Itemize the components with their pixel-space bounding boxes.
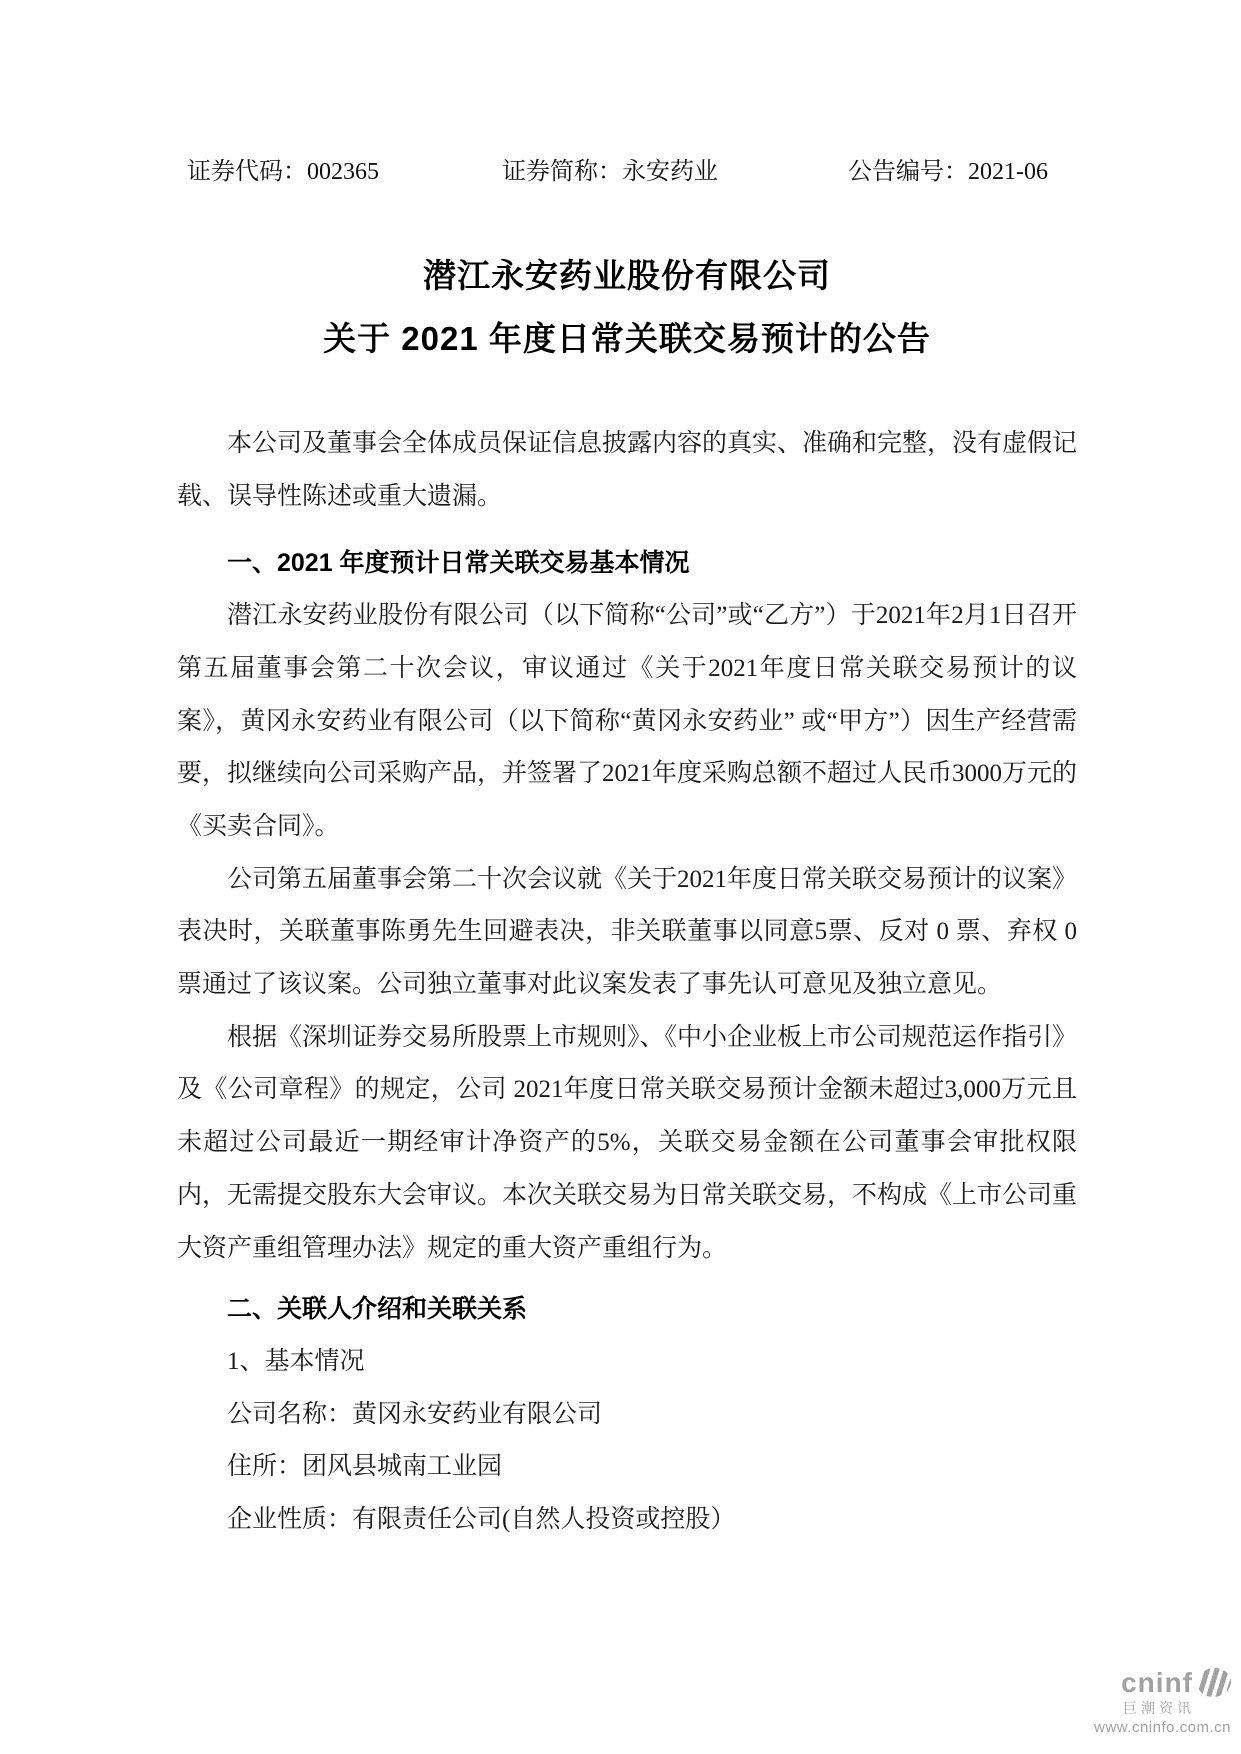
cninfo-globe-icon bbox=[1195, 1666, 1233, 1699]
section-1-paragraph-1: 潜江永安药业股份有限公司（以下简称“公司”或“乙方”）于2021年2月1日召开第五届董事会第二十次会议，审议通过《关于2021年度日常关联交易预计的议案》，黄冈永安药业有限公司（以下简称“黄冈永安药业” 或“甲方”）因生产经营需要，拟继续向公司采购产品，并签署了2021年度采购总额不超过人民币3000万元的《买卖合同》。 bbox=[177, 602, 1078, 840]
announcement-number: 公告编号：2021-06 bbox=[848, 159, 1048, 185]
basic-info-subheading: 1、基本情况 bbox=[227, 1347, 365, 1375]
section-1-paragraph-2: 公司第五届董事会第二十次会议就《关于2021年度日常关联交易预计的议案》表决时，关联董事陈勇先生回避表决，非关联董事以同意5票、反对 0 票、弃权 0 票通过了该议案。公司独立董事对此议案发表了事先认可意见及独立意见。 bbox=[177, 865, 1078, 999]
integrity-statement: 本公司及董事会全体成员保证信息披露内容的真实、准确和完整，没有虚假记载、误导性陈述或重大遗漏。 bbox=[177, 430, 1078, 510]
cninfo-logo-row bbox=[1094, 1668, 1231, 1697]
section-1-paragraph-3: 根据《深圳证券交易所股票上市规则》、《中小企业板上市公司规范运作指引》及《公司章程》的规定，公司 2021年度日常关联交易预计金额未超过3,000万元且未超过公司最近一期经审计净资产的5%，关联交易金额在公司董事会审批权限内，无需提交股东大会审议。本次关联交易为日常关联交易，不构成《上市公司重大资产重组管理办法》规定的重大资产重组行为。 bbox=[177, 1023, 1078, 1262]
company-type-line: 企业性质：有限责任公司(自然人投资或控股） bbox=[227, 1506, 736, 1534]
document-title-company: 潜江永安药业股份有限公司 bbox=[423, 257, 831, 294]
stock-short-name: 证券简称：永安药业 bbox=[502, 159, 718, 185]
document-title-subject: 关于 2021 年度日常关联交易预计的公告 bbox=[323, 320, 931, 357]
section-2-heading: 二、关联人介绍和关联关系 bbox=[227, 1295, 528, 1324]
stock-code: 证券代码：002365 bbox=[187, 159, 379, 185]
address-line: 住所：团风县城南工业园 bbox=[227, 1453, 503, 1481]
cninfo-watermark bbox=[1094, 1668, 1231, 1736]
section-1-heading: 一、2021 年度预计日常关联交易基本情况 bbox=[227, 549, 690, 578]
cninfo-chinese-name: 巨潮资讯 bbox=[1123, 1700, 1195, 1716]
company-name-line: 公司名称：黄冈永安药业有限公司 bbox=[227, 1400, 603, 1428]
cninfo-logo-text: cninf bbox=[1121, 1666, 1193, 1698]
cninfo-url: www.cninfo.com.cn bbox=[1094, 1719, 1231, 1736]
doc-header bbox=[177, 157, 1077, 187]
